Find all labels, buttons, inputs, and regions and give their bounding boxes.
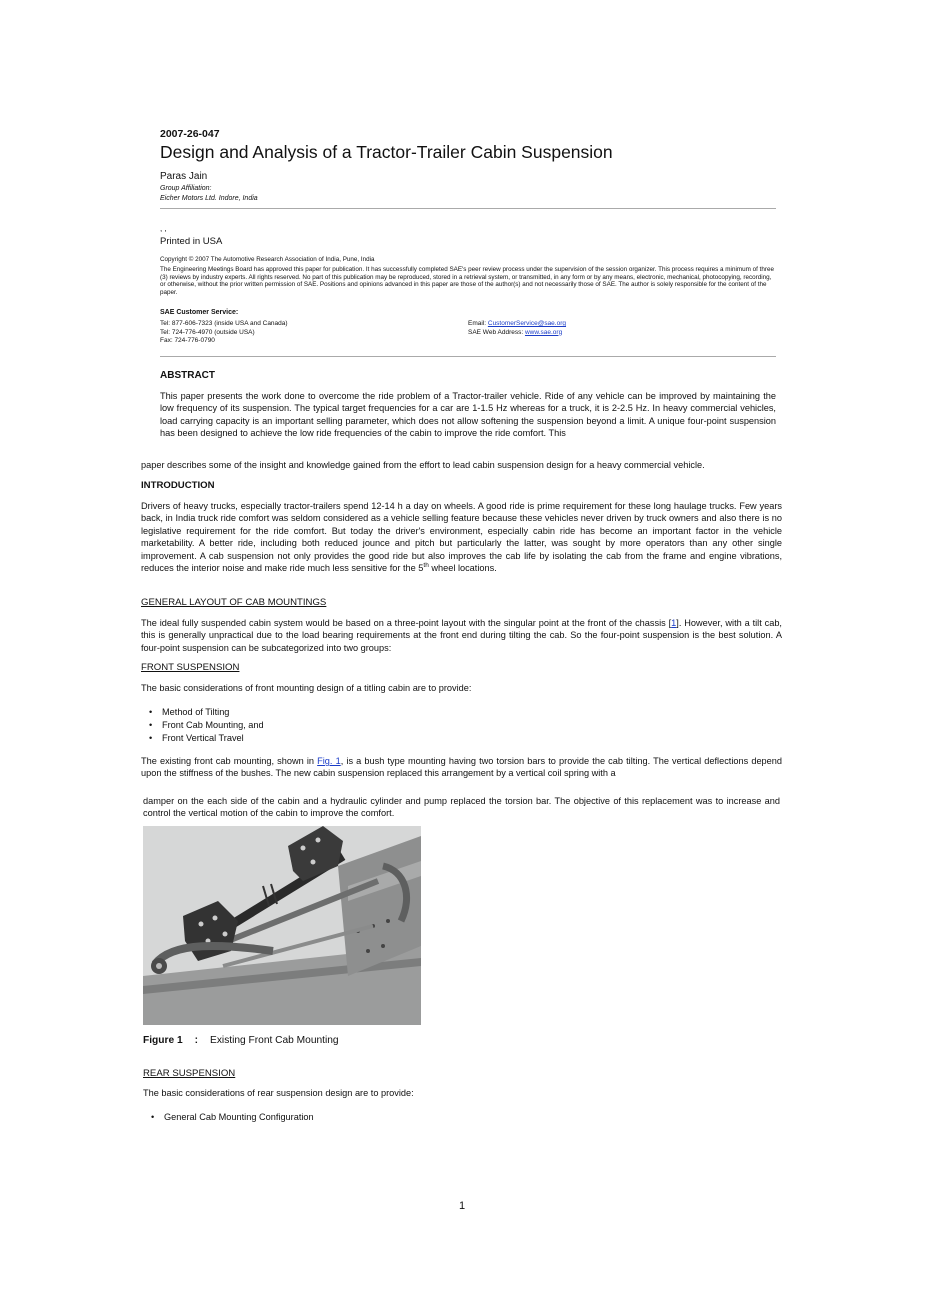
email-label: Email:: [468, 320, 488, 327]
abstract-text: This paper presents the work done to overcome the ride problem of a Tractor-trailer vehicle. Ride of any vehicle can be improved by maintaining the low frequency of its suspension. The typical target frequencies for a car are 1-1.5 Hz whereas for a truck, it is 2-2.5 Hz. In heavy commercial vehicles, load carrying capacity is an important selling parameter, which does not allow softening the suspension beyond a limit. A unique four-point suspension has been designed to achieve the low ride frequencies of the cabin to improve the ride comfort. This: [160, 391, 776, 439]
paper-title: Design and Analysis of a Tractor-Trailer Cabin Suspension: [160, 142, 613, 162]
author-affiliation: [160, 184, 258, 203]
customer-service-phones: [160, 320, 288, 346]
front-cab-mounting-figure: [143, 826, 421, 1025]
email-link[interactable]: CustomerService@sae.org: [487, 320, 567, 327]
front-mount-body: The existing front cab mounting, shown in: [141, 756, 318, 766]
author-name: Paras Jain: [160, 171, 208, 182]
web-link[interactable]: www.sae.org: [524, 328, 563, 336]
abstract-continuation: paper describes some of the insight and knowledge gained from the effort to lead cabin suspension design for a heavy commercial vehicle.: [141, 460, 705, 470]
list-item: • Front Vertical Travel: [141, 732, 264, 745]
rear-suspension-list: [143, 1111, 314, 1124]
web-label: SAE Web Address:: [468, 328, 525, 336]
customer-service-heading: SAE Customer Service:: [160, 309, 239, 316]
abstract-heading: ABSTRACT: [160, 370, 215, 381]
header-divider: [160, 208, 776, 209]
general-layout-body: The ideal fully suspended cabin system would be based on a three-point layout with the singular point at the front of the chassis [: [141, 618, 672, 628]
figure-1-link[interactable]: Fig. 1: [317, 756, 341, 766]
affiliation-name: Eicher Motors Ltd. Indore, India: [160, 194, 258, 202]
general-layout-end: ]. However, with a tilt cab, this is generally unpractical due to the load bearing requirements at the front end during tilting the cab. So the four-point suspension is the best solution. A four-point suspension can be subcategorized into two groups:: [141, 618, 782, 653]
front-suspension-intro: The basic considerations of front mounting design of a titling cabin are to provide:: [141, 683, 472, 693]
phone-outside-usa: Tel: 724-776-4970 (outside USA): [160, 328, 255, 336]
introduction-text: [141, 500, 782, 574]
introduction-heading: INTRODUCTION: [141, 480, 215, 491]
frontmatter-divider: [160, 356, 776, 357]
page-number: 1: [459, 1200, 466, 1212]
front-suspension-heading: FRONT SUSPENSION: [141, 662, 240, 673]
list-item: • Method of Tilting: [141, 706, 264, 719]
publication-commas: , ,: [160, 224, 167, 233]
general-layout-text: [141, 617, 782, 654]
customer-service-online: [468, 320, 566, 337]
figure-separator: :: [194, 1035, 199, 1046]
figure-label: Figure 1: [143, 1035, 183, 1046]
printed-in: Printed in USA: [160, 236, 223, 247]
front-mount-continuation: damper on the each side of the cabin and a hydraulic cylinder and pump replaced the torsion bar. The objective of this replacement was to increase and control the vertical motion of the cabin to improve the comfort.: [143, 796, 780, 819]
fax-number: Fax: 724-776-0790: [160, 337, 215, 345]
cab-mounting-illustration: [143, 826, 421, 1025]
introduction-end: wheel locations.: [428, 563, 497, 574]
rear-suspension-heading: REAR SUSPENSION: [143, 1068, 236, 1079]
ordinal-superscript: th: [423, 561, 429, 569]
board-notice: The Engineering Meetings Board has approved this paper for publication. It has successfully completed SAE's peer review process under the supervision of the session organizer. This process requires a minimum of three (3) reviews by industry experts. All rights reserved. No part of this publication may be reproduced, stored in a retrieval system, or transmitted, in any form or by any means, electronic, mechanical, photocopying, recording, or otherwise, without the prior written permission of SAE. Positions and opinions advanced in this paper are those of the author(s) and not necessarily those of SAE. The author is solely responsible for the content of the paper.: [160, 266, 774, 297]
rear-suspension-intro: The basic considerations of rear suspension design are to provide:: [143, 1088, 414, 1098]
reference-1-link[interactable]: 1: [671, 618, 677, 628]
figure-1-caption: [143, 1035, 339, 1046]
affiliation-label: Group Affiliation:: [160, 185, 212, 192]
front-suspension-list: [141, 706, 264, 744]
general-layout-heading: GENERAL LAYOUT OF CAB MOUNTINGS: [141, 597, 327, 608]
list-item: • General Cab Mounting Configuration: [143, 1111, 314, 1124]
web-line: [468, 329, 566, 338]
front-mount-paragraph: [141, 755, 782, 780]
paper-number: 2007-26-047: [160, 128, 220, 140]
figure-caption-text: Existing Front Cab Mounting: [210, 1035, 339, 1046]
email-line: [468, 320, 566, 329]
list-item: • Front Cab Mounting, and: [141, 719, 264, 732]
front-mount-end: , is a bush type mounting having two torsion bars to provide the cab tilting. The vertical deflections depend upon the stiffness of the bushes. The new cabin suspension replaced this arrangement by a vertical coil spring with a: [141, 756, 782, 779]
introduction-body: Drivers of heavy trucks, especially tractor-trailers spend 12-14 h a day on wheels. A good ride is prime requirement for these long haulage trucks. Few years back, in India truck ride comfort was seldom considered as a vehicle selling feature because these vehicles never driven by truck owners and also there is no legislative requirement for the ride comfort. But today the driver's environment, especially cabin ride has become an important factor in the vehicle marketability. A better ride, including both reduced jounce and pitch but particularly the latter, was sought by more operators than any other single improvement. A cab suspension not only provides the good ride but also improves the cab life by isolating the cab from the frame and engine vibrations, reduces the interior noise and make ride much less sensitive for the 5: [141, 501, 782, 574]
copyright-notice: Copyright © 2007 The Automotive Research Association of India, Pune, India: [160, 256, 375, 263]
phone-inside-usa: Tel: 877-606-7323 (inside USA and Canada): [160, 320, 288, 327]
